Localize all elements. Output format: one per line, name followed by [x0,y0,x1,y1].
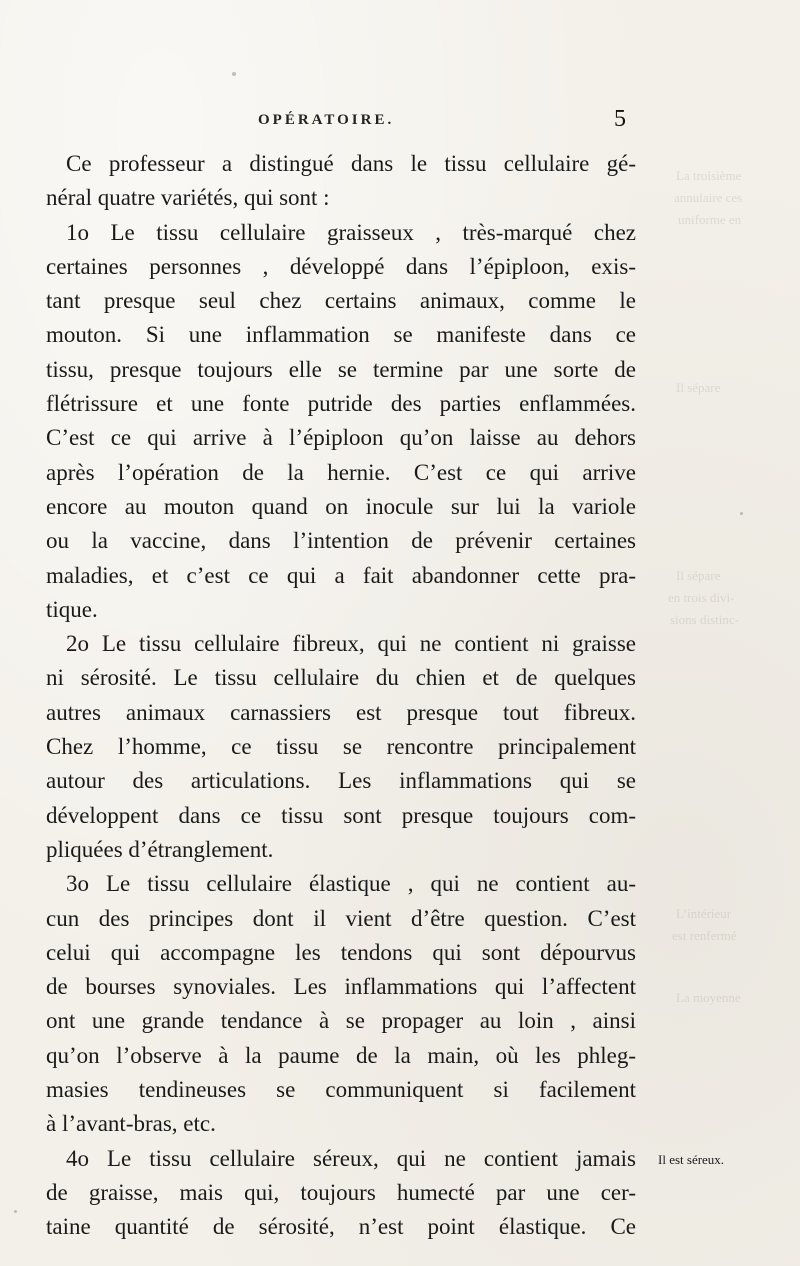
text-line: Chez l’homme, ce tissu se rencontre principalement [46,734,636,760]
show-through-mark: La moyenne [676,990,741,1005]
text-line: encore au mouton quand on inocule sur lui la variole [46,493,636,519]
text-line: qu’on l’observe à la paume de la main, où les phleg- [46,1042,636,1068]
show-through-mark: Il sépare [676,380,721,395]
show-through-mark: sions distinc- [670,612,739,627]
text-line: masies tendineuses se communiquent si facilement [46,1077,636,1103]
text-line: néral quatre variétés, qui sont : [46,185,330,211]
show-through-mark: est renfermé [672,928,737,943]
text-line: autour des articulations. Les inflammations qui se [46,768,636,794]
running-head: OPÉRATOIRE. [258,112,395,128]
text-line: 4o Le tissu cellulaire séreux, qui ne contient jamais [66,1145,636,1171]
text-line: C’est ce qui arrive à l’épiploon qu’on laisse au dehors [46,425,636,451]
text-line: Ce professeur a distingué dans le tissu cellulaire gé- [66,151,636,176]
text-line: taine quantité de sérosité, n’est point élastique. Ce [46,1214,636,1240]
text-line: ni sérosité. Le tissu cellulaire du chien et de quelques [46,665,636,691]
text-line: maladies, et c’est ce qui a fait abandonner cette pra- [46,562,636,588]
show-through-mark: en trois divi- [668,590,735,605]
show-through-mark: uniforme en [678,212,742,227]
text-line: de graisse, mais qui, toujours humecté par une cer- [46,1179,636,1205]
text-line: ou la vaccine, dans l’intention de prévenir certaines [46,528,636,554]
text-line: à l’avant-bras, etc. [46,1111,216,1137]
text-line: tique. [46,596,98,622]
text-line: ont une grande tendance à se propager au loin , ainsi [46,1008,636,1034]
text-line: 3o Le tissu cellulaire élastique , qui ne contient au- [66,871,636,897]
text-line: tissu, presque toujours elle se termine par une sorte de [46,356,636,382]
text-line: celui qui accompagne les tendons qui sont dépourvus [46,939,636,965]
paper-speck [14,1210,17,1213]
text-line: développent dans ce tissu sont presque toujours com- [46,802,636,828]
show-through-mark: annulaire ces [674,190,743,205]
text-line: cun des principes dont il vient d’être question. C’est [46,905,636,931]
text-line: tant presque seul chez certains animaux, comme le [46,288,636,314]
show-through-mark: Il sépare [676,568,721,583]
text-line: autres animaux carnassiers est presque tout fibreux. [46,699,636,725]
page-number: 5 [614,106,626,132]
text-line: pliquées d’étranglement. [46,836,274,862]
paper-speck [232,72,236,76]
text-line: 1o Le tissu cellulaire graisseux , très-marqué chez [66,219,636,245]
show-through-mark: L’intérieur [676,906,732,921]
text-line: 2o Le tissu cellulaire fibreux, qui ne contient ni graisse [66,631,636,657]
text-line: de bourses synoviales. Les inflammations qui l’affectent [46,974,636,1000]
text-line: certaines personnes , développé dans l’épiploon, exis- [46,253,636,279]
margin-note: Il est séreux. [658,1152,725,1167]
text-line: après l’opération de la hernie. C’est ce qui arrive [46,459,636,485]
text-line: flétrissure et une fonte putride des parties enflammées. [46,391,636,417]
body-text [46,147,636,1245]
paper-speck [740,512,743,515]
text-line: mouton. Si une inflammation se manifeste dans ce [46,322,636,348]
show-through-mark: La troisième [676,168,742,183]
page-header [0,108,800,138]
